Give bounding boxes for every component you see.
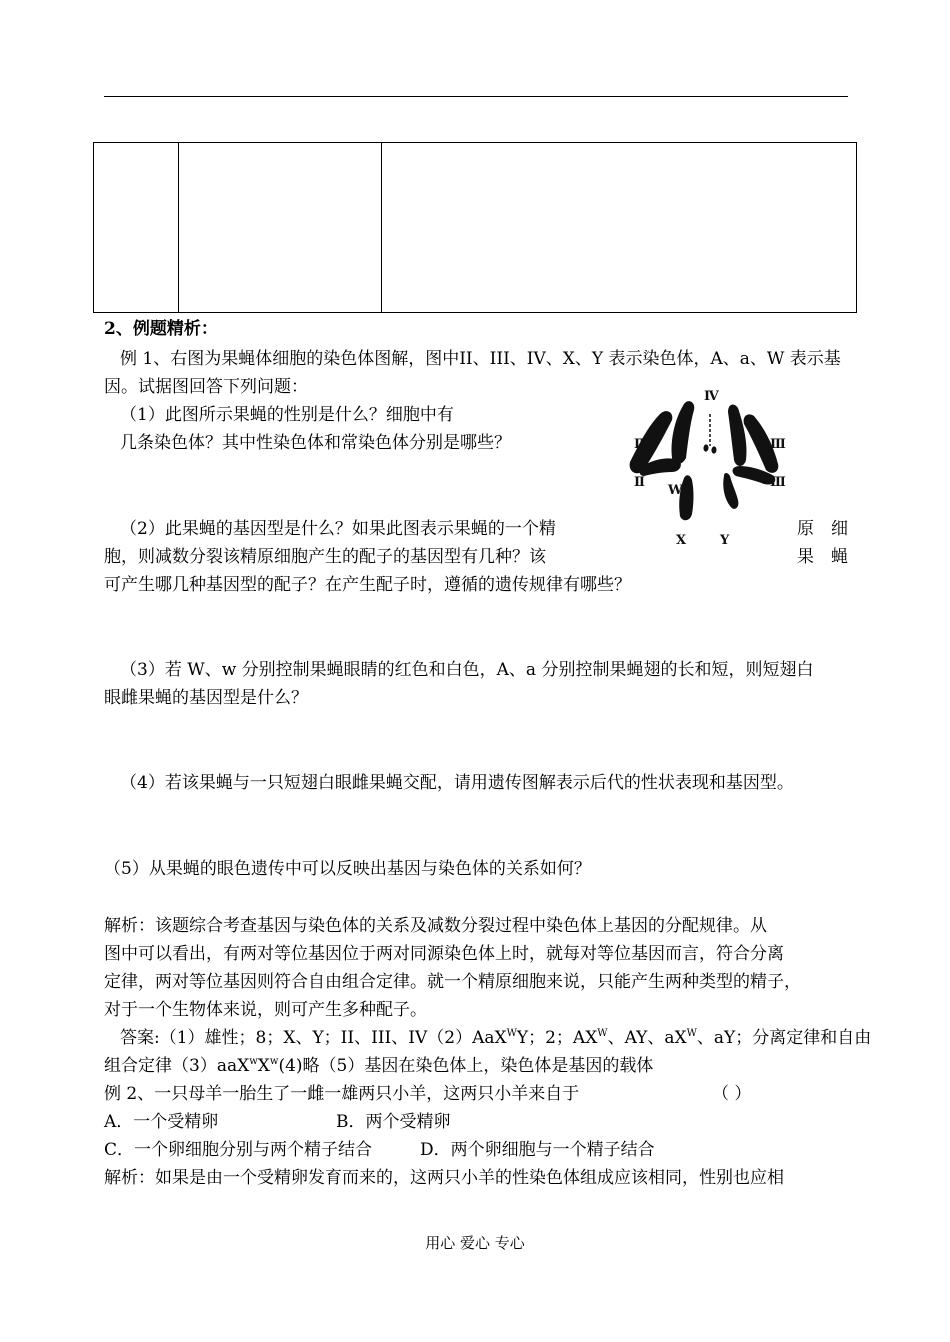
section-title: 2、例题精析：	[104, 319, 218, 339]
label-iv: Ⅳ	[704, 389, 719, 404]
question-2-line3: 可产生哪几种基因型的配子？在产生配子时，遵循的遗传规律有哪些？	[104, 575, 631, 595]
option-c: C．一个卵细胞分别与两个精子结合	[104, 1140, 373, 1160]
answer-line2	[104, 1052, 653, 1080]
answer-text: (4)略（5）基因在染色体上，染色体是基因的载体	[278, 1056, 654, 1076]
example2-analysis-line1: 解析：如果是由一个受精卵发育而来的，这两只小羊的性染色体组成应该相同，性别也应相	[104, 1168, 784, 1188]
analysis-line4: 对于一个生物体来说，则可产生多种配子。	[104, 1000, 427, 1020]
superscript: W	[506, 1028, 517, 1039]
table-column-divider	[381, 143, 382, 312]
example1-intro-line1: 例 1、右图为果蝇体细胞的染色体图解，图中II、III、IV、X、Y 表示染色体，A、a、W 表示基	[120, 349, 841, 369]
label-w: W	[668, 483, 683, 498]
header-rule	[104, 96, 848, 97]
question-3-line2: 眼雌果蝇的基因型是什么？	[104, 688, 308, 708]
superscript: W	[686, 1028, 697, 1039]
question-5: （5）从果蝇的眼色遗传中可以反映出基因与染色体的关系如何？	[104, 859, 591, 879]
superscript: w	[269, 1056, 279, 1067]
label-y: Y	[720, 533, 730, 548]
superscript: w	[249, 1056, 258, 1067]
label-ii-lower: Ⅱ	[634, 475, 645, 490]
question-2-line2-char: 果	[797, 547, 814, 567]
superscript: W	[597, 1028, 608, 1039]
question-2-line2: 胞，则减数分裂该精原细胞产生的配子的基因型有几种？该	[104, 547, 546, 567]
example1-intro-line2: 因。试据图回答下列问题：	[104, 377, 308, 397]
label-ii-upper: Ⅱ	[634, 437, 645, 452]
label-iii-lower-right: Ⅲ	[770, 475, 786, 490]
label-x: X	[676, 533, 687, 548]
question-1-line2: 几条染色体？其中性染色体和常染色体分别是哪些？	[120, 433, 511, 453]
answer-text: 、AY、aX	[607, 1028, 687, 1048]
answer-text: 组合定律（3）aaX	[104, 1056, 250, 1076]
option-d: D．两个卵细胞与一个精子结合	[420, 1140, 655, 1160]
label-iii-right: Ⅲ	[770, 437, 786, 452]
option-a: A．一个受精卵	[104, 1112, 219, 1132]
answer-text: X	[257, 1056, 270, 1076]
question-1-line1: （1）此图所示果蝇的性别是什么？细胞中有	[120, 405, 454, 425]
answer-line1	[120, 1024, 871, 1052]
example2-question: 例 2、一只母羊一胎生了一雌一雄两只小羊，这两只小羊来自于	[104, 1084, 580, 1104]
empty-table	[93, 142, 857, 313]
question-2-line2-char: 蝇	[831, 547, 848, 567]
analysis-line3: 定律，两对等位基因则符合自由组合定律。就一个精原细胞来说，只能产生两种类型的精子，	[104, 972, 801, 992]
answer-text: Y；2；AX	[516, 1028, 598, 1048]
question-3-line1: （3）若 W、w 分别控制果蝇眼睛的红色和白色，A、a 分别控制果蝇翅的长和短，则短翅白	[120, 660, 814, 680]
analysis-line2: 图中可以看出，有两对等位基因位于两对同源染色体上时，就每对等位基因而言，符合分离	[104, 944, 784, 964]
fruit-fly-chromosome-figure	[624, 386, 788, 550]
answer-text: 答案:（1）雄性；8；X、Y；II、III、IV（2）AaX	[120, 1028, 507, 1048]
chromosome-iii-right	[728, 405, 747, 466]
question-2-line1-char: 原	[797, 519, 814, 539]
answer-text: 、aY；分离定律和自由	[696, 1028, 872, 1048]
question-2-line1: （2）此果蝇的基因型是什么？如果此图表示果蝇的一个精	[120, 519, 556, 539]
page-footer: 用心 爱心 专心	[425, 1234, 525, 1252]
analysis-line1: 解析：该题综合考查基因与染色体的关系及减数分裂过程中染色体上基因的分配规律。从	[104, 916, 767, 936]
label-a: A	[646, 427, 657, 442]
chromosome-ii-right	[672, 401, 695, 464]
option-b: B．两个受精卵	[336, 1112, 451, 1132]
table-column-divider	[178, 143, 179, 312]
question-2-line1-char: 细	[831, 519, 848, 539]
question-4: （4）若该果蝇与一只短翅白眼雌果蝇交配，请用遗传图解表示后代的性状表现和基因型。	[120, 773, 794, 793]
answer-parentheses: （ ）	[712, 1084, 752, 1104]
chromosome-y	[723, 473, 738, 509]
